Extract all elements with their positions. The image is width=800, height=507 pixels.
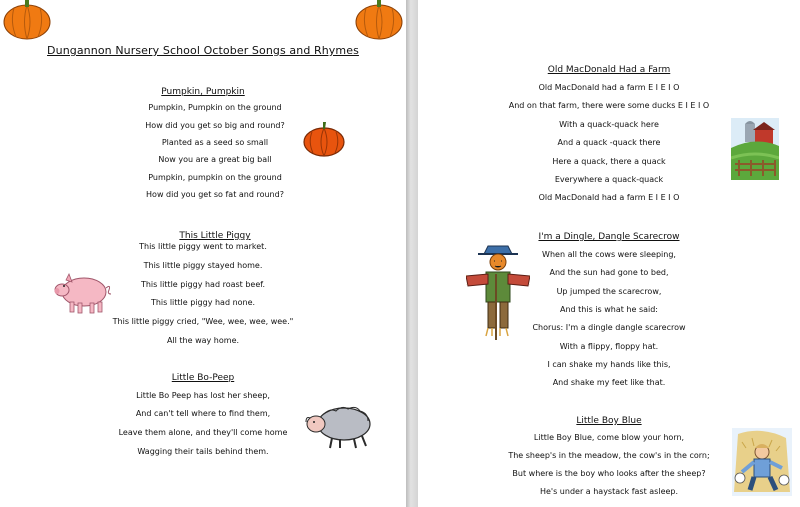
section-heading-piggy: This Little Piggy	[179, 231, 251, 241]
rhyme-line: Everywhere a quack-quack	[554, 175, 664, 184]
section-heading-old-macdonald: Old MacDonald Had a Farm	[547, 65, 671, 75]
rhyme-line: I can shake my hands like this,	[547, 360, 671, 369]
rhyme-line: Chorus: I'm a dingle dangle scarecrow	[532, 323, 686, 332]
rhyme-line: With a flippy, floppy hat.	[559, 342, 659, 351]
rhyme-line: And shake my feet like that.	[552, 378, 666, 387]
rhyme-line: All the way home.	[166, 336, 240, 345]
farm-icon	[731, 118, 779, 180]
rhyme-line: Little Bo Peep has lost her sheep,	[136, 391, 270, 400]
section-heading-bo-peep: Little Bo-Peep	[171, 373, 235, 383]
sheep-icon	[304, 402, 376, 450]
rhyme-line: Leave them alone, and they'll come home	[118, 428, 288, 437]
rhyme-line: And the sun had gone to bed,	[549, 268, 669, 277]
rhyme-line: And this is what he said:	[559, 305, 659, 314]
rhyme-line: But where is the boy who looks after the sheep?	[512, 469, 706, 478]
rhyme-line: Old MacDonald had a farm E I E I O	[538, 193, 680, 202]
rhyme-line: And on that farm, there were some ducks E I E I O	[508, 101, 710, 110]
pumpkin-icon	[302, 120, 346, 158]
rhyme-line: Little Boy Blue, come blow your horn,	[533, 433, 685, 442]
rhyme-line: Planted as a seed so small	[161, 138, 269, 147]
rhyme-line: Pumpkin, Pumpkin on the ground	[148, 103, 282, 112]
section-heading-pumpkin: Pumpkin, Pumpkin	[161, 87, 245, 97]
rhyme-line: He's under a haystack fast asleep.	[539, 487, 679, 496]
rhyme-line: Old MacDonald had a farm E I E I O	[538, 83, 680, 92]
section-heading-boy-blue: Little Boy Blue	[576, 416, 642, 426]
page-divider	[406, 0, 418, 507]
pig-icon	[52, 270, 112, 316]
rhyme-line: How did you get so fat and round?	[146, 190, 284, 199]
rhyme-line: The sheep's in the meadow, the cow's in the corn;	[508, 451, 710, 460]
rhyme-line: With a quack-quack here	[559, 120, 659, 129]
rhyme-line: How did you get so big and round?	[145, 121, 285, 130]
rhyme-line: This little piggy had none.	[150, 298, 256, 307]
rhyme-line: This little piggy went to market.	[139, 242, 267, 251]
rhyme-line: And can't tell where to find them,	[135, 409, 271, 418]
rhyme-line: This little piggy stayed home.	[143, 261, 263, 270]
document-title: Dungannon Nursery School October Songs and Rhymes	[47, 44, 359, 57]
rhyme-line: Now you are a great big ball	[158, 155, 272, 164]
rhyme-line: And a quack -quack there	[557, 138, 661, 147]
boy-blue-icon	[732, 428, 792, 496]
right-page	[418, 0, 800, 507]
pumpkin-corner-right-icon	[354, 0, 404, 40]
rhyme-line: When all the cows were sleeping,	[542, 250, 676, 259]
rhyme-line: Up jumped the scarecrow,	[556, 287, 662, 296]
rhyme-line: Here a quack, there a quack	[552, 157, 666, 166]
rhyme-line: Wagging their tails behind them.	[137, 447, 269, 456]
pumpkin-corner-left-icon	[2, 0, 52, 40]
rhyme-line: This little piggy had roast beef.	[140, 280, 266, 289]
rhyme-line: This little piggy cried, "Wee, wee, wee, wee."	[112, 317, 294, 326]
scarecrow-icon	[466, 234, 530, 340]
rhyme-line: Pumpkin, pumpkin on the ground	[148, 173, 282, 182]
section-heading-scarecrow: I'm a Dingle, Dangle Scarecrow	[538, 232, 680, 242]
